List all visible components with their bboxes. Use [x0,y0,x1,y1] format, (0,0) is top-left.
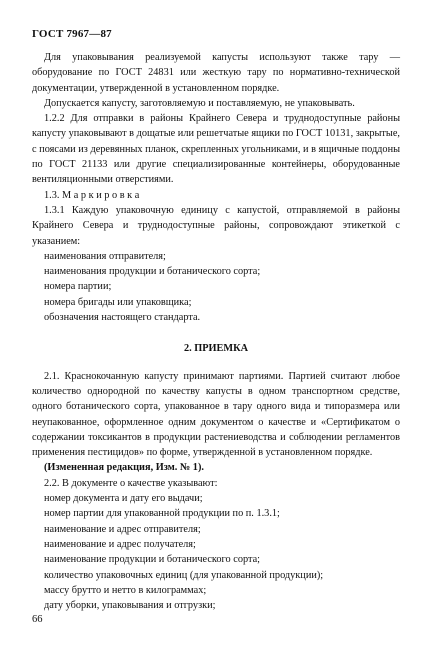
quality-list-item: дату уборки, упаковывания и отгрузки; [44,600,216,612]
paragraph-no-packaging: Допускается капусту, заготовляемую и поставляемую, не упаковывать. [44,97,355,109]
quality-list-item: номер документа и дату его выдачи; [44,493,203,505]
section-title-acceptance: 2. ПРИЕМКА [183,343,249,355]
label-list-item: наименования отправителя; [44,250,166,262]
quality-list-item: наименование и адрес получателя; [44,538,196,550]
quality-list-item: количество упаковочных единиц (для упакованной продукции); [44,569,324,581]
marking-heading: 1.3. М а р к и р о в к а [44,189,140,201]
paragraph-label-requirements: 1.3.1 Каждую упаковочную единицу с капустой, отправляемой в районы Крайнего Севера и труднодоступные районы, сопровождают этикеткой с указанием: [32,204,400,247]
label-list-item: номера партии; [44,281,112,293]
label-list-item: номера бригады или упаковщика; [44,296,192,308]
quality-list-item: наименование и адрес отправителя; [44,523,201,535]
label-list-item: наименования продукции и ботанического сорта; [44,266,261,278]
paragraph-acceptance-batch: 2.1. Краснокочанную капусту принимают партиями. Партией считают любое количество однородной по качеству капусты в одном транспортном средстве, одного ботанического сорта, упакованное в тару одного вида и типоразмера или неупакованное, оформленное одним документом о качестве и «Сертификатом о содержании токсикантов в продукции растениеводства и соблюдении регламентов применения пестицидов» по форме, утвержденной в установленном порядке. [32,370,400,459]
paragraph-packaging-tare: Для упаковывания реализуемой капусты используют также тару — оборудование по ГОСТ 24831 или жесткую тару по нормативно-технической документации, утвержденной в установленном порядке. [32,52,400,94]
label-list-item: обозначения настоящего стандарта. [44,312,201,324]
quality-list-item: номер партии для упакованной продукции по п. 1.3.1; [44,508,280,520]
paragraph-far-north-packaging: 1.2.2 Для отправки в районы Крайнего Севера и труднодоступные районы капусту упаковывают в дощатые или решетчатые ящики по ГОСТ 10131, закрытые, с поясами из деревянных планок, скрепленных угольниками, и в ящичные поддоны по ГОСТ 21133 или другие специализированные контейнеры, оборудованные вентиляционными отверстиями. [32,113,400,186]
paragraph-quality-document: 2.2. В документе о качестве указывают: [44,477,218,489]
quality-list-item: массу брутто и нетто в килограммах; [44,584,207,596]
quality-list-item: наименование продукции и ботанического сорта; [44,554,261,566]
document-body [32,50,400,613]
page-header: ГОСТ 7967—87 [32,28,112,40]
amendment-note: (Измененная редакция, Изм. № 1). [44,462,204,474]
page-number: 66 [32,614,43,625]
